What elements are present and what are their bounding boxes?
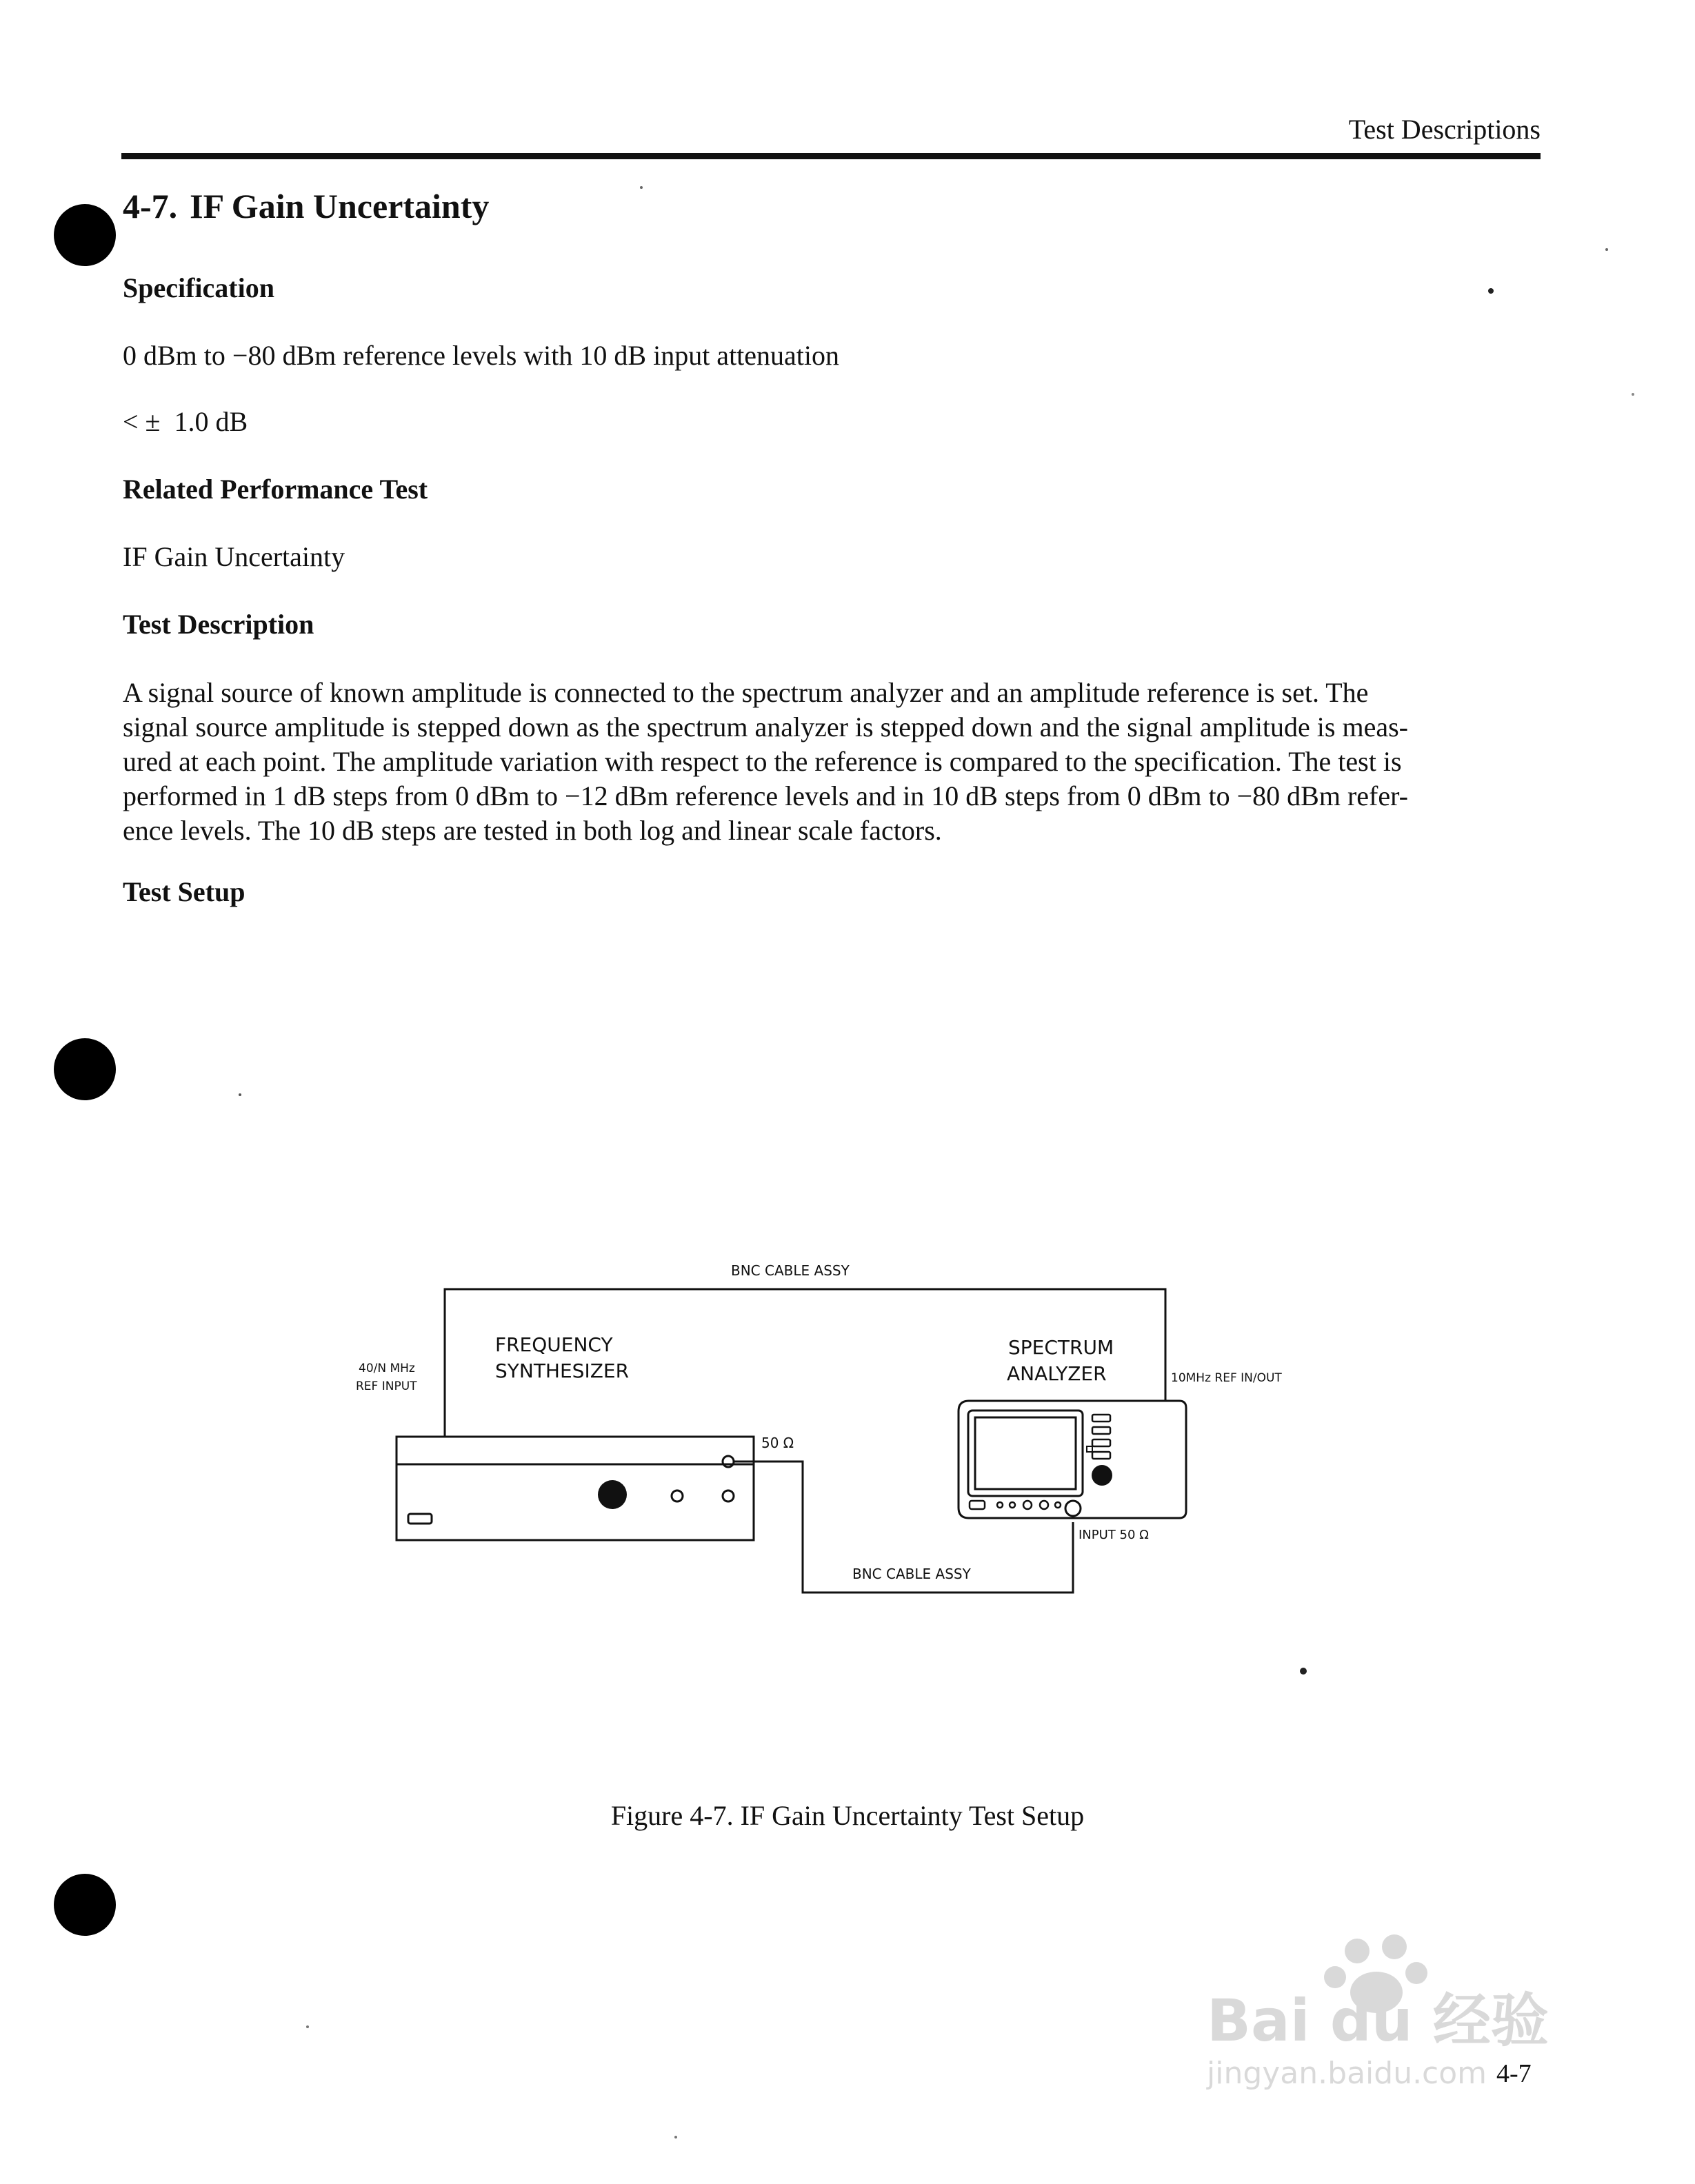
specification-line-1: 0 dBm to −80 dBm reference levels with 10 dB input attenuation (123, 340, 840, 371)
speck (640, 186, 643, 189)
analyzer-label-line-2: ANALYZER (1007, 1362, 1107, 1385)
baidu-watermark (1200, 1923, 1614, 2130)
ref-input-label-line-1: 40/N MHz (359, 1362, 415, 1375)
speck (674, 2136, 677, 2138)
test-description-heading: Test Description (123, 609, 314, 640)
ref-inout-label: 10MHz REF IN/OUT (1171, 1371, 1282, 1385)
related-test-name: IF Gain Uncertainty (123, 541, 345, 572)
output-impedance-label: 50 Ω (761, 1435, 794, 1451)
section-number: 4-7. (123, 187, 178, 225)
test-setup-heading: Test Setup (123, 876, 245, 907)
speck (239, 1093, 241, 1096)
specification-heading: Specification (123, 272, 274, 303)
paragraph-line: ured at each point. The amplitude variation with respect to the reference is compared to the specification. The test is (123, 746, 1402, 777)
synthesizer-label-line-2: SYNTHESIZER (495, 1359, 630, 1382)
bottom-cable-label: BNC CABLE ASSY (852, 1566, 971, 1582)
watermark-logo-text: Bai du 经验 (1207, 1987, 1549, 2054)
specification-line-2: < ± 1.0 dB (123, 406, 248, 437)
paragraph-line: A signal source of known amplitude is connected to the spectrum analyzer and an amplitude reference is set. The (123, 677, 1369, 708)
speck (306, 2025, 309, 2028)
paragraph-line: signal source amplitude is stepped down as the spectrum analyzer is stepped down and the signal amplitude is meas- (123, 711, 1408, 742)
section-title: IF Gain Uncertainty (190, 187, 490, 225)
synthesizer-label-line-1: FREQUENCY (495, 1333, 613, 1356)
paragraph-line: performed in 1 dB steps from 0 dBm to −12 dBm reference levels and in 10 dB steps from 0 dBm to −80 dBm refer- (123, 780, 1408, 811)
speck (1300, 1668, 1307, 1675)
running-header: Test Descriptions (1348, 114, 1541, 145)
ref-input-label-line-2: REF INPUT (356, 1379, 417, 1393)
speck (1605, 248, 1608, 251)
watermark-url: jingyan.baidu.com (1207, 2056, 1487, 2091)
figure-caption: Figure 4-7. IF Gain Uncertainty Test Setup (610, 1800, 1085, 1831)
paragraph-line: ence levels. The 10 dB steps are tested in both log and linear scale factors. (123, 815, 942, 846)
related-test-heading: Related Performance Test (123, 474, 428, 505)
speck (1632, 393, 1634, 396)
page-number: 4-7 (1496, 2059, 1532, 2088)
speck (1488, 288, 1494, 294)
input-impedance-label: INPUT 50 Ω (1079, 1528, 1149, 1542)
analyzer-label-line-1: SPECTRUM (1008, 1336, 1114, 1359)
top-cable-label: BNC CABLE ASSY (731, 1262, 850, 1279)
